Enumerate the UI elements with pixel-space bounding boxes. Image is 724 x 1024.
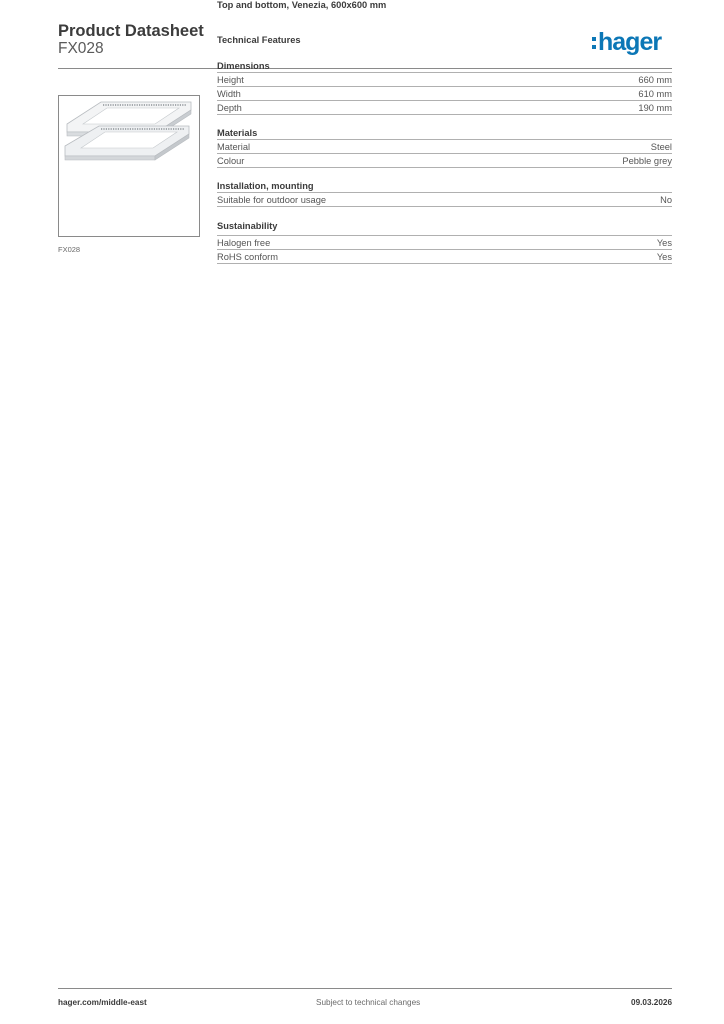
product-code: FX028 — [58, 40, 104, 57]
footer-notice: Subject to technical changes — [316, 998, 421, 1007]
row-divider — [217, 263, 672, 264]
spec-row-width — [217, 86, 672, 100]
image-caption: FX028 — [58, 245, 81, 254]
spec-value: 660 mm — [638, 75, 672, 85]
spec-value: 610 mm — [638, 89, 672, 99]
installation-heading: Installation, mounting — [217, 181, 314, 191]
row-divider — [217, 206, 672, 207]
spec-label: RoHS conform — [217, 252, 278, 262]
spec-label: Material — [217, 142, 251, 152]
dimensions-heading: Dimensions — [217, 61, 270, 71]
spec-value: Yes — [656, 252, 672, 262]
hager-logo[interactable] — [592, 29, 661, 55]
spec-row-halogen — [217, 235, 672, 249]
spec-label: Height — [217, 75, 244, 85]
spec-value: Pebble grey — [622, 156, 672, 166]
spec-row-depth — [217, 100, 672, 114]
spec-value: No — [660, 195, 672, 205]
spec-row-colour — [217, 153, 672, 167]
spec-row-material — [217, 139, 672, 153]
footer-website-link[interactable]: hager.com/middle-east — [58, 998, 147, 1007]
footer-divider — [58, 988, 672, 989]
technical-features-heading: Technical Features — [217, 35, 301, 45]
logo-text: hager — [598, 28, 662, 56]
spec-label: Depth — [217, 103, 242, 113]
spec-label: Colour — [217, 156, 245, 166]
frame-illustration-icon — [59, 96, 199, 236]
logo-dots-icon — [592, 37, 596, 49]
row-divider — [217, 114, 672, 115]
spec-label: Width — [217, 89, 241, 99]
spec-value: 190 mm — [638, 103, 672, 113]
materials-heading: Materials — [217, 128, 258, 138]
spec-value: Steel — [650, 142, 672, 152]
spec-label: Suitable for outdoor usage — [217, 195, 327, 205]
spec-label: Halogen free — [217, 238, 271, 248]
header-divider — [58, 68, 672, 69]
row-divider — [217, 167, 672, 168]
spec-row-height — [217, 72, 672, 86]
page-title: Product Datasheet — [58, 22, 204, 40]
footer-date: 09.03.2026 — [631, 998, 672, 1007]
spec-row-rohs — [217, 249, 672, 263]
product-image — [58, 95, 200, 237]
spec-value: Yes — [656, 238, 672, 248]
spec-row-outdoor — [217, 192, 672, 206]
product-description: Top and bottom, Venezia, 600x600 mm — [217, 0, 387, 10]
sustainability-heading: Sustainability — [217, 221, 278, 231]
